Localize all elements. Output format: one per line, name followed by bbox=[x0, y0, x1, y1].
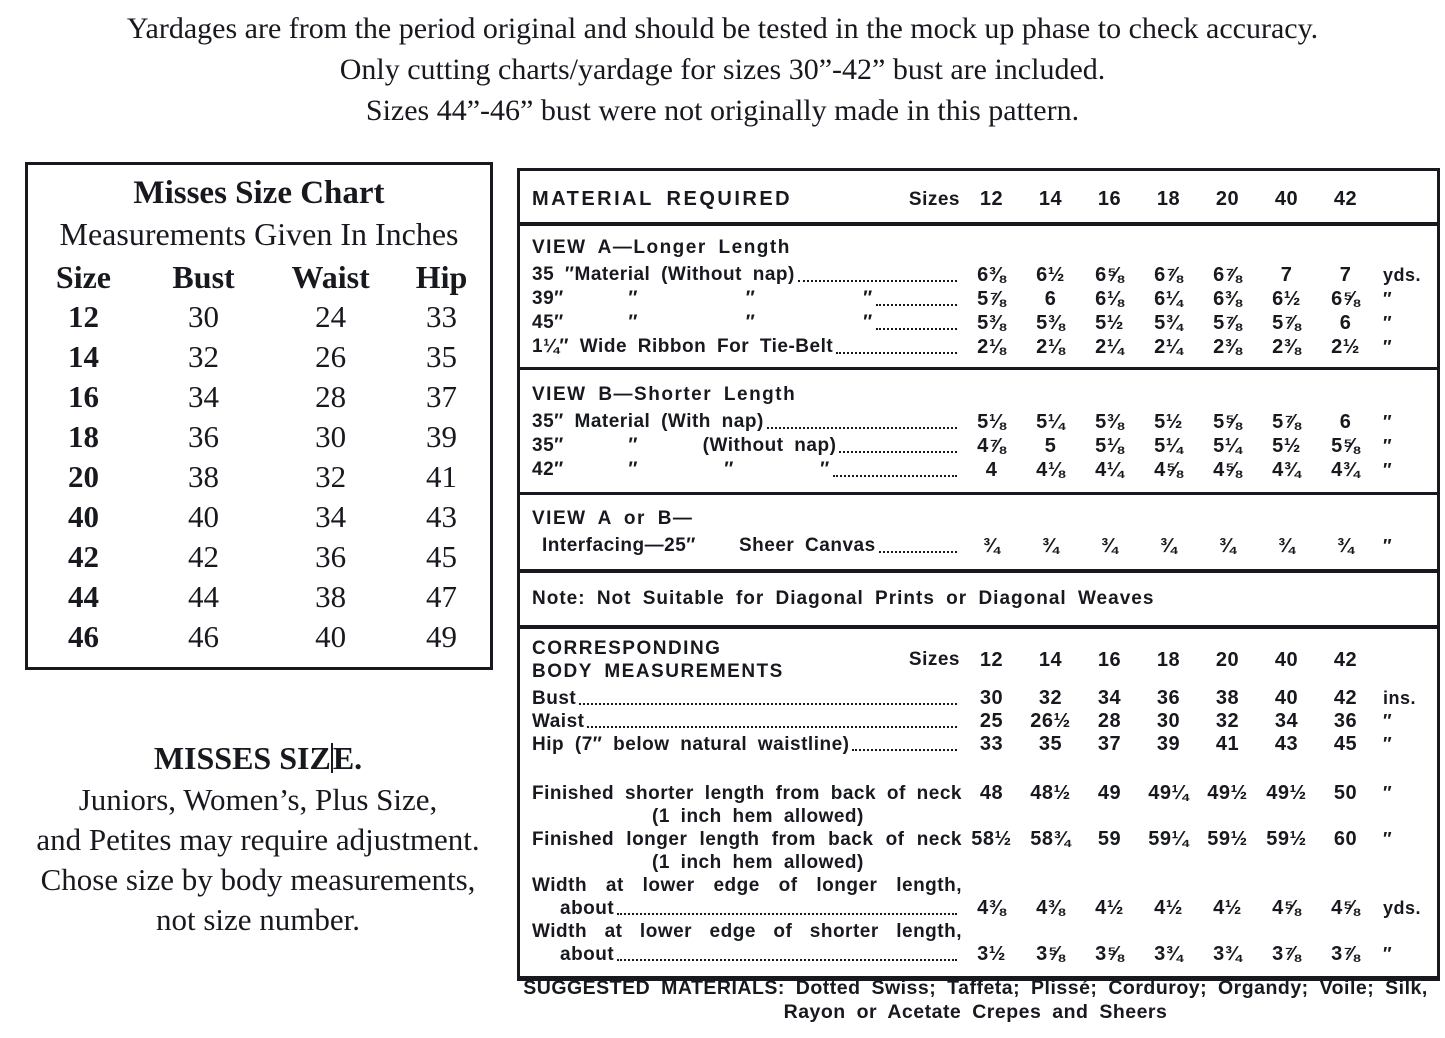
row-value: 4¾ bbox=[1331, 459, 1360, 481]
row-value: 4⅜ bbox=[977, 897, 1006, 919]
cell-hip: 47 bbox=[425, 579, 457, 614]
size-column-header: 18 bbox=[1156, 188, 1181, 210]
cell-bust: 46 bbox=[188, 619, 220, 654]
material-row bbox=[532, 458, 1425, 482]
row-value: 30 bbox=[1156, 710, 1181, 732]
material-row bbox=[532, 410, 1425, 434]
row-value: 35 bbox=[1038, 733, 1063, 755]
dotted-leader bbox=[833, 475, 957, 477]
row-value: 4½ bbox=[1095, 897, 1124, 919]
row-label: 35″ Material (With nap) bbox=[532, 411, 764, 432]
sizes-label: Sizes bbox=[908, 188, 960, 210]
row-value: 5⅞ bbox=[1272, 312, 1301, 334]
row-value: 38 bbox=[1215, 687, 1240, 709]
row-value: 41 bbox=[1215, 733, 1240, 755]
row-value: 4¼ bbox=[1095, 459, 1124, 481]
row-value: 7 bbox=[1280, 264, 1293, 286]
size-chart-table bbox=[28, 257, 490, 657]
suggested-line2: Rayon or Acetate Crepes and Sheers bbox=[783, 1001, 1168, 1023]
cell-waist: 28 bbox=[315, 379, 347, 414]
row-value: ¾ bbox=[1041, 535, 1060, 557]
size-column-header: 12 bbox=[979, 648, 1004, 671]
row-value: 3⅝ bbox=[1036, 943, 1065, 965]
note-line: and Petites may require adjustment. bbox=[36, 822, 480, 857]
cell-waist: 26 bbox=[315, 339, 347, 374]
row-value: 5½ bbox=[1272, 435, 1301, 457]
row-value: 6 bbox=[1339, 312, 1352, 334]
row-value: 5¼ bbox=[1154, 435, 1183, 457]
row-value: 49 bbox=[1097, 782, 1122, 804]
row-label: 1¼″ Wide Ribbon For Tie-Belt bbox=[532, 336, 834, 357]
cell-hip: 39 bbox=[425, 419, 457, 454]
cell-waist: 40 bbox=[315, 619, 347, 654]
table-row bbox=[28, 497, 490, 537]
row-value: 3½ bbox=[977, 943, 1006, 965]
section-view-b bbox=[520, 370, 1437, 495]
top-note-line: Sizes 44”-46” bust were not originally made in this pattern. bbox=[365, 94, 1080, 127]
cell-bust: 38 bbox=[188, 459, 220, 494]
row-value: ¾ bbox=[1277, 535, 1296, 557]
row-value: 3⅞ bbox=[1331, 943, 1360, 965]
note-text: Note: Not Suitable for Diagonal Prints or Diagonal Weaves bbox=[532, 588, 1155, 609]
material-row bbox=[532, 534, 1425, 558]
row-value: 4⅝ bbox=[1272, 897, 1301, 919]
row-value: 3¾ bbox=[1213, 943, 1242, 965]
note-line: Juniors, Women’s, Plus Size, bbox=[78, 782, 438, 817]
row-value: 40 bbox=[1274, 687, 1299, 709]
cell-size: 44 bbox=[67, 579, 99, 614]
misses-size-chart bbox=[25, 162, 493, 670]
row-unit: ″ bbox=[1383, 337, 1393, 357]
row-label: 35 ″Material (Without nap) bbox=[532, 264, 795, 285]
note-line: not size number. bbox=[155, 902, 361, 937]
suggested-materials bbox=[517, 976, 1434, 1024]
row-value: 6⅞ bbox=[1154, 264, 1183, 286]
table-row bbox=[28, 337, 490, 377]
row-value: 4½ bbox=[1154, 897, 1183, 919]
row-value: 6⅜ bbox=[1213, 288, 1242, 310]
row-value: 5⅜ bbox=[1036, 312, 1065, 334]
table-row bbox=[28, 377, 490, 417]
row-value: 5 bbox=[1044, 435, 1057, 457]
column-header: Waist bbox=[291, 259, 370, 295]
material-row bbox=[532, 733, 1425, 756]
row-unit: yds. bbox=[1383, 265, 1422, 285]
row-value: 4⅛ bbox=[1036, 459, 1065, 481]
row-value: 33 bbox=[979, 733, 1004, 755]
cell-bust: 40 bbox=[188, 499, 220, 534]
row-value: 59 bbox=[1097, 828, 1122, 850]
cell-hip: 33 bbox=[425, 299, 457, 334]
row-value: 5⅛ bbox=[1095, 435, 1124, 457]
size-chart-header-row bbox=[28, 257, 490, 297]
table-row bbox=[28, 417, 490, 457]
material-row-finished bbox=[532, 828, 1425, 874]
dotted-leader bbox=[579, 703, 957, 705]
cell-waist: 36 bbox=[315, 539, 347, 574]
row-value: 59¼ bbox=[1148, 828, 1189, 850]
row-value: 58½ bbox=[971, 828, 1012, 850]
row-value: 4⅜ bbox=[1036, 897, 1065, 919]
row-value: 32 bbox=[1038, 687, 1063, 709]
row-unit: ″ bbox=[1383, 829, 1393, 849]
row-value: 48½ bbox=[1030, 782, 1071, 804]
row-value: 6¼ bbox=[1154, 288, 1183, 310]
row-label: 45″ ″ ″ ″ bbox=[532, 312, 873, 333]
cell-hip: 49 bbox=[425, 619, 457, 654]
top-note-line: Only cutting charts/yardage for sizes 30”-42” bust are included. bbox=[339, 53, 1106, 86]
row-value: 48 bbox=[979, 782, 1004, 804]
row-unit: yds. bbox=[1383, 898, 1422, 918]
row-value: 49¼ bbox=[1148, 782, 1189, 804]
row-value: 5⅝ bbox=[1213, 411, 1242, 433]
row-label-line2: about bbox=[560, 898, 615, 919]
row-value: 32 bbox=[1215, 710, 1240, 732]
size-column-header: 40 bbox=[1274, 648, 1299, 671]
size-column-header: 16 bbox=[1097, 188, 1122, 210]
cell-hip: 37 bbox=[425, 379, 457, 414]
row-unit: ″ bbox=[1383, 460, 1393, 480]
section-title: VIEW A or B— bbox=[532, 508, 694, 529]
cell-waist: 24 bbox=[315, 299, 347, 334]
row-value: 39 bbox=[1156, 733, 1181, 755]
row-value: 2¼ bbox=[1154, 336, 1183, 358]
section-view-a-or-b bbox=[520, 495, 1437, 573]
row-value: 43 bbox=[1274, 733, 1299, 755]
row-value: 5⅞ bbox=[1213, 312, 1242, 334]
row-value: 45 bbox=[1333, 733, 1358, 755]
size-column-header: 42 bbox=[1333, 648, 1358, 671]
cell-waist: 34 bbox=[315, 499, 347, 534]
row-value: 5¼ bbox=[1213, 435, 1242, 457]
row-unit: ″ bbox=[1383, 436, 1393, 456]
row-value: ¾ bbox=[1218, 535, 1237, 557]
cell-size: 12 bbox=[67, 299, 99, 334]
cell-waist: 30 bbox=[315, 419, 347, 454]
suggested-line1: SUGGESTED MATERIALS: Dotted Swiss; Taffeta; Plissé; Corduroy; Organdy; Voile; Silk, bbox=[523, 977, 1428, 999]
dotted-leader bbox=[876, 328, 957, 330]
row-value: 6⅜ bbox=[977, 264, 1006, 286]
cell-size: 40 bbox=[67, 499, 99, 534]
cell-hip: 41 bbox=[425, 459, 457, 494]
row-value: 36 bbox=[1156, 687, 1181, 709]
cell-hip: 45 bbox=[425, 539, 457, 574]
row-value: 4⅝ bbox=[1213, 459, 1242, 481]
cell-waist: 38 bbox=[315, 579, 347, 614]
dotted-leader bbox=[876, 304, 957, 306]
cell-size: 16 bbox=[67, 379, 99, 414]
row-value: 4½ bbox=[1213, 897, 1242, 919]
material-row bbox=[532, 263, 1425, 287]
dotted-leader bbox=[836, 352, 957, 354]
row-label-line2: about bbox=[560, 944, 615, 965]
material-row-finished bbox=[532, 782, 1425, 828]
row-value: 5½ bbox=[1095, 312, 1124, 334]
row-value: 2⅛ bbox=[1036, 336, 1065, 358]
material-header-row bbox=[520, 171, 1437, 226]
material-row bbox=[532, 434, 1425, 458]
row-label-line1: Width at lower edge of shorter length, bbox=[532, 921, 962, 942]
dotted-leader bbox=[879, 551, 957, 553]
dotted-leader bbox=[839, 451, 957, 453]
dotted-leader bbox=[798, 280, 957, 282]
row-value: 34 bbox=[1097, 687, 1122, 709]
table-row bbox=[28, 537, 490, 577]
row-value: 5⅝ bbox=[1331, 435, 1360, 457]
size-column-header: 18 bbox=[1156, 648, 1181, 671]
cell-bust: 44 bbox=[188, 579, 220, 614]
material-required-table bbox=[517, 168, 1440, 981]
row-value: 5¾ bbox=[1154, 312, 1183, 334]
material-row bbox=[532, 687, 1425, 710]
row-value: ¾ bbox=[1159, 535, 1178, 557]
row-value: 30 bbox=[979, 687, 1004, 709]
cell-size: 18 bbox=[67, 419, 99, 454]
row-label: Waist bbox=[532, 711, 585, 732]
row-value: 2⅛ bbox=[977, 336, 1006, 358]
row-value: 3⅞ bbox=[1272, 943, 1301, 965]
row-value: 60 bbox=[1333, 828, 1358, 850]
section-title: VIEW A—Longer Length bbox=[532, 237, 791, 258]
cell-bust: 42 bbox=[188, 539, 220, 574]
size-column-header: 14 bbox=[1038, 648, 1063, 671]
column-header: Bust bbox=[172, 259, 235, 295]
row-value: 5⅜ bbox=[977, 312, 1006, 334]
row-value: 2¼ bbox=[1095, 336, 1124, 358]
row-label-line1: Width at lower edge of longer length, bbox=[532, 875, 962, 896]
row-value: 3⅝ bbox=[1095, 943, 1124, 965]
material-table-title: MATERIAL REQUIRED bbox=[532, 188, 793, 210]
row-value: ¾ bbox=[982, 535, 1001, 557]
material-row-width bbox=[532, 920, 1425, 966]
row-unit: ″ bbox=[1383, 289, 1393, 309]
size-column-header: 14 bbox=[1038, 188, 1063, 210]
row-value: 6 bbox=[1339, 411, 1352, 433]
body-measurements-header bbox=[532, 637, 1425, 683]
row-unit: ″ bbox=[1383, 711, 1393, 731]
size-column-header: 20 bbox=[1215, 648, 1240, 671]
row-label: Bust bbox=[532, 688, 577, 709]
row-value: 59½ bbox=[1207, 828, 1248, 850]
row-value: 6⅞ bbox=[1213, 264, 1242, 286]
row-unit: ″ bbox=[1383, 536, 1393, 556]
row-value: 49½ bbox=[1266, 782, 1307, 804]
note-row bbox=[520, 573, 1437, 629]
column-header: Hip bbox=[415, 259, 468, 295]
row-label-line1: Finished shorter length from back of neck bbox=[532, 783, 962, 804]
row-label: 35″ ″ (Without nap) bbox=[532, 435, 837, 456]
material-row-width bbox=[532, 874, 1425, 920]
row-value: ¾ bbox=[1100, 535, 1119, 557]
row-value: 4⅝ bbox=[1331, 897, 1360, 919]
row-value: 3¾ bbox=[1154, 943, 1183, 965]
section-body-measurements bbox=[520, 629, 1437, 976]
sizes-label: Sizes bbox=[908, 649, 960, 670]
cell-size: 42 bbox=[67, 539, 99, 574]
row-value: 6½ bbox=[1036, 264, 1065, 286]
row-value: 5⅞ bbox=[1272, 411, 1301, 433]
row-value: 34 bbox=[1274, 710, 1299, 732]
material-row bbox=[532, 311, 1425, 335]
material-row bbox=[532, 335, 1425, 359]
row-value: 36 bbox=[1333, 710, 1358, 732]
row-value: 50 bbox=[1333, 782, 1358, 804]
size-column-header: 42 bbox=[1333, 188, 1358, 210]
misses-size-heading bbox=[2, 736, 514, 780]
size-column-header: 40 bbox=[1274, 188, 1299, 210]
row-label: Interfacing—25″ Sheer Canvas bbox=[542, 535, 876, 556]
misses-size-note bbox=[2, 736, 514, 940]
cell-bust: 30 bbox=[188, 299, 220, 334]
row-label: 42″ ″ ″ ″ bbox=[532, 459, 830, 480]
row-label-line1: Finished longer length from back of neck bbox=[532, 829, 962, 850]
row-value: ¾ bbox=[1336, 535, 1355, 557]
dotted-leader bbox=[852, 749, 957, 751]
row-value: 25 bbox=[979, 710, 1004, 732]
cell-size: 14 bbox=[67, 339, 99, 374]
dotted-leader bbox=[617, 959, 957, 961]
size-chart-title: Misses Size Chart bbox=[133, 175, 385, 211]
section-view-a bbox=[520, 226, 1437, 370]
row-value: 28 bbox=[1097, 710, 1122, 732]
row-value: 4⅞ bbox=[977, 435, 1006, 457]
top-note bbox=[0, 8, 1445, 131]
body-title-line1: CORRESPONDING bbox=[532, 638, 722, 659]
cell-size: 20 bbox=[67, 459, 99, 494]
note-line: Chose size by body measurements, bbox=[40, 862, 476, 897]
row-value: 59½ bbox=[1266, 828, 1307, 850]
row-value: 37 bbox=[1097, 733, 1122, 755]
heading-text-post: E. bbox=[332, 740, 363, 776]
row-unit: ″ bbox=[1383, 734, 1393, 754]
cell-bust: 32 bbox=[188, 339, 220, 374]
row-unit: ″ bbox=[1383, 944, 1393, 964]
row-label-line2: (1 inch hem allowed) bbox=[652, 852, 864, 873]
table-row bbox=[28, 297, 490, 337]
row-value: 58¾ bbox=[1030, 828, 1071, 850]
row-value: 4⅝ bbox=[1154, 459, 1183, 481]
dotted-leader bbox=[617, 913, 957, 915]
row-value: 2½ bbox=[1331, 336, 1360, 358]
size-column-header: 12 bbox=[979, 188, 1004, 210]
material-row bbox=[532, 710, 1425, 733]
table-row bbox=[28, 577, 490, 617]
cell-hip: 35 bbox=[425, 339, 457, 374]
row-value: 2⅜ bbox=[1272, 336, 1301, 358]
cell-waist: 32 bbox=[315, 459, 347, 494]
row-value: 5⅛ bbox=[977, 411, 1006, 433]
row-value: 7 bbox=[1339, 264, 1352, 286]
row-value: 5¼ bbox=[1036, 411, 1065, 433]
row-value: 6 bbox=[1044, 288, 1057, 310]
size-chart-subtitle: Measurements Given In Inches bbox=[59, 216, 459, 252]
row-value: 6⅝ bbox=[1095, 264, 1124, 286]
cell-hip: 43 bbox=[425, 499, 457, 534]
table-row bbox=[28, 457, 490, 497]
row-value: 6⅝ bbox=[1331, 288, 1360, 310]
row-value: 5⅜ bbox=[1095, 411, 1124, 433]
row-unit: ″ bbox=[1383, 783, 1393, 803]
dotted-leader bbox=[767, 427, 957, 429]
size-column-header: 16 bbox=[1097, 648, 1122, 671]
body-title-line2: BODY MEASUREMENTS bbox=[532, 661, 784, 682]
cell-size: 46 bbox=[67, 619, 99, 654]
section-title: VIEW B—Shorter Length bbox=[532, 384, 797, 405]
row-unit: ″ bbox=[1383, 313, 1393, 333]
row-value: 26½ bbox=[1030, 710, 1071, 732]
row-value: 49½ bbox=[1207, 782, 1248, 804]
column-header: Size bbox=[55, 259, 111, 295]
row-value: 2⅜ bbox=[1213, 336, 1242, 358]
top-note-line: Yardages are from the period original and should be tested in the mock up phase to check accuracy. bbox=[126, 12, 1319, 45]
table-row bbox=[28, 617, 490, 657]
row-value: 4 bbox=[985, 459, 998, 481]
row-value: 42 bbox=[1333, 687, 1358, 709]
row-label: Hip (7″ below natural waistline) bbox=[532, 734, 850, 755]
row-unit: ″ bbox=[1383, 412, 1393, 432]
row-value: 6½ bbox=[1272, 288, 1301, 310]
row-label-line2: (1 inch hem allowed) bbox=[652, 806, 864, 827]
cell-bust: 36 bbox=[188, 419, 220, 454]
cell-bust: 34 bbox=[188, 379, 220, 414]
row-label: 39″ ″ ″ ″ bbox=[532, 288, 873, 309]
row-value: 4¾ bbox=[1272, 459, 1301, 481]
row-value: 5⅞ bbox=[977, 288, 1006, 310]
material-row bbox=[532, 287, 1425, 311]
row-value: 5½ bbox=[1154, 411, 1183, 433]
row-value: 6⅛ bbox=[1095, 288, 1124, 310]
heading-text-pre: MISSES SIZ bbox=[153, 740, 331, 776]
dotted-leader bbox=[587, 726, 957, 728]
size-column-header: 20 bbox=[1215, 188, 1240, 210]
row-unit: ins. bbox=[1383, 688, 1417, 708]
